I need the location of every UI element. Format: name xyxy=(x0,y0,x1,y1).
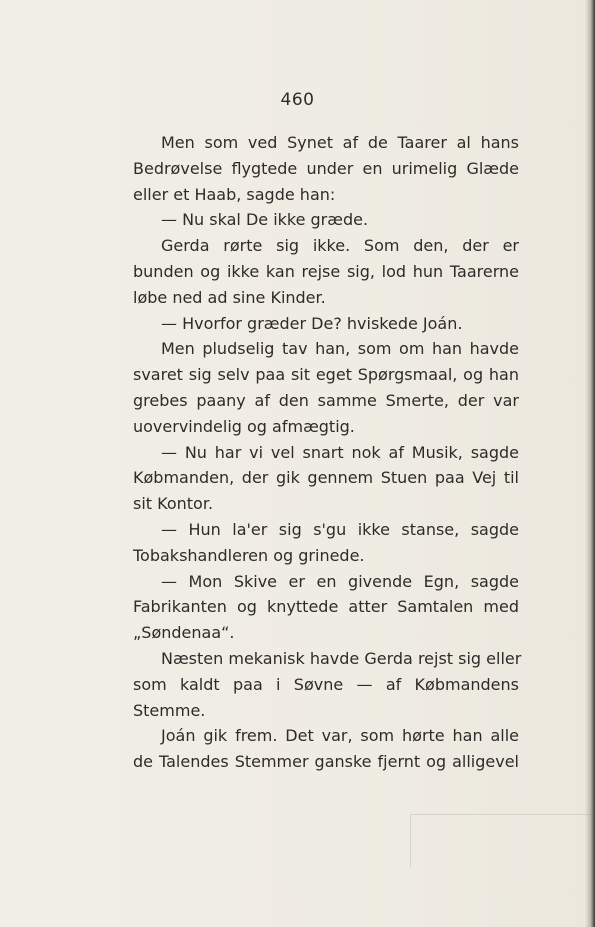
text-line: — Hun la'er sig s'gu ikke stanse, sagde xyxy=(161,519,519,539)
page-edge-shadow xyxy=(585,0,595,927)
text-line: de Talendes Stemmer ganske fjernt og alligevel xyxy=(133,752,519,772)
text-line: løbe ned ad sine Kinder. xyxy=(133,287,326,307)
text-line: sit Kontor. xyxy=(133,494,214,514)
text-line: Fabrikanten og knyttede atter Samtalen med xyxy=(133,597,519,617)
text-line: eller et Haab, sagde han: xyxy=(133,184,336,204)
text-line: — Nu har vi vel snart nok af Musik, sagde xyxy=(161,442,519,462)
text-line: Joán gik frem. Det var, som hørte han alle xyxy=(161,726,519,746)
text-line: grebes paany af den samme Smerte, der var xyxy=(133,390,519,410)
text-line: Købmanden, der gik gennem Stuen paa Vej til xyxy=(133,468,519,488)
page-number: 460 xyxy=(280,90,315,110)
text-line: Næsten mekanisk havde Gerda rejst sig eller xyxy=(161,648,522,668)
text-line: — Mon Skive er en givende Egn, sagde xyxy=(161,571,519,591)
text-line: „Søndenaa“. xyxy=(133,623,235,643)
text-line: Men som ved Synet af de Taarer al hans xyxy=(161,133,519,152)
text-line: svaret sig selv paa sit eget Spørgsmaal, og han xyxy=(133,365,519,385)
text-line: uovervindelig og afmægtig. xyxy=(133,416,355,436)
text-line: — Hvorfor græder De? hviskede Joán. xyxy=(161,313,463,333)
text-line: bunden og ikke kan rejse sig, lod hun Taarerne xyxy=(133,261,519,281)
text-line: som kaldt paa i Søvne — af Købmandens xyxy=(133,674,519,694)
text-line: Tobakshandleren og grinede. xyxy=(133,545,365,565)
text-line: Bedrøvelse flygtede under en urimelig Glæde xyxy=(133,158,519,178)
text-line: Men pludselig tav han, som om han havde xyxy=(161,339,519,359)
text-line: — Nu skal De ikke græde. xyxy=(161,210,369,230)
body-text xyxy=(133,130,522,775)
text-line: Gerda rørte sig ikke. Som den, der er xyxy=(161,236,519,256)
text-line: Stemme. xyxy=(133,700,206,720)
paper-crease-mark xyxy=(410,814,591,867)
